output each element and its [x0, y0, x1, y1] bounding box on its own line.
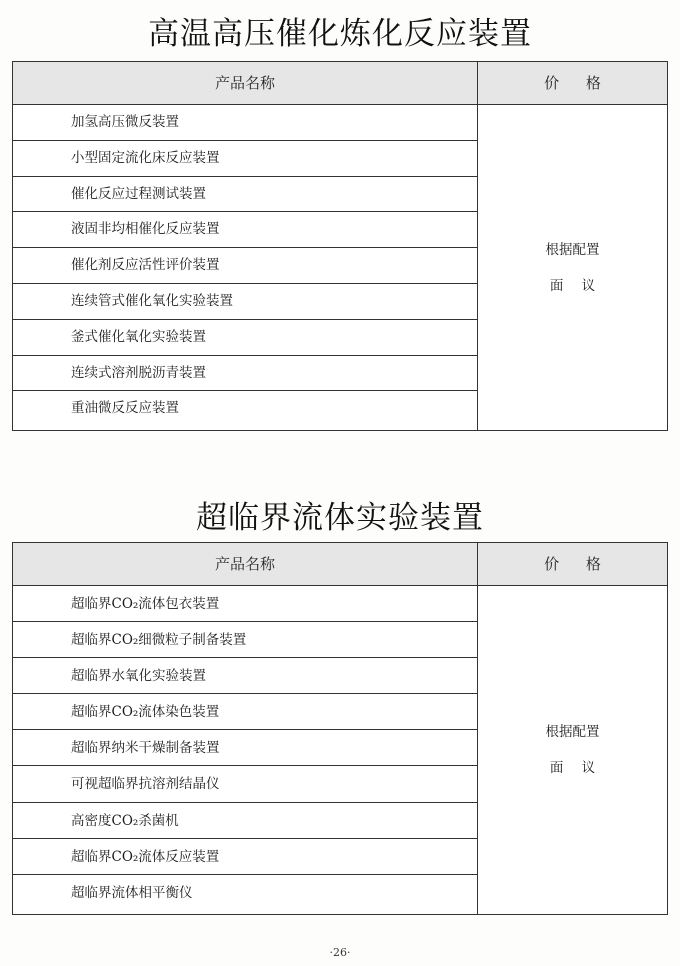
- price-line-1: 根据配置: [545, 724, 600, 740]
- table-row: 超临界流体相平衡仪: [71, 884, 193, 901]
- product-list: [13, 586, 478, 914]
- price-cell: [478, 586, 667, 914]
- supercritical-price-table: [12, 542, 668, 915]
- table-row: 连续管式催化氧化实验装置: [13, 284, 477, 320]
- section-title-catalytic: 高温高压催化炼化反应装置: [148, 16, 532, 52]
- table-row: 催化反应过程测试装置: [13, 177, 477, 213]
- table-row: 超临界CO₂流体染色装置: [13, 694, 477, 730]
- table-row: 超临界CO₂细微粒子制备装置: [13, 622, 477, 658]
- table-row: 催化剂反应活性评价装置: [13, 248, 477, 284]
- table-row: 超临界水氧化实验装置: [13, 658, 477, 694]
- price-cell: [478, 105, 667, 430]
- table-row: 重油微反反应装置: [71, 400, 179, 417]
- table-row: 超临界纳米干燥制备装置: [13, 730, 477, 766]
- section-title-supercritical: 超临界流体实验装置: [196, 500, 484, 536]
- price-line-2: 面 议: [549, 760, 596, 776]
- header-product-name: 产品名称: [13, 543, 478, 585]
- price-line-2: 面 议: [549, 277, 596, 294]
- table-row: 连续式溶剂脱沥青装置: [13, 356, 477, 392]
- product-list: [13, 105, 478, 430]
- table-row: 加氢高压微反装置: [13, 105, 477, 141]
- price-line-1: 根据配置: [545, 241, 600, 258]
- table-row: 可视超临界抗溶剂结晶仪: [13, 766, 477, 802]
- table-row: 釜式催化氧化实验装置: [13, 320, 477, 356]
- table-row: 超临界CO₂流体包衣装置: [13, 586, 477, 622]
- table-row: 液固非均相催化反应装置: [13, 212, 477, 248]
- table-header: [13, 543, 667, 586]
- header-price: 价 格: [544, 555, 601, 573]
- page-number: ·26·: [329, 946, 351, 959]
- header-price: 价 格: [544, 74, 601, 92]
- table-row: 小型固定流化床反应装置: [13, 141, 477, 177]
- table-row: 超临界CO₂流体反应装置: [13, 839, 477, 875]
- table-row: 高密度CO₂杀菌机: [13, 803, 477, 839]
- header-product-name: 产品名称: [13, 62, 478, 104]
- catalytic-price-table: [12, 61, 668, 431]
- table-header: [13, 62, 667, 105]
